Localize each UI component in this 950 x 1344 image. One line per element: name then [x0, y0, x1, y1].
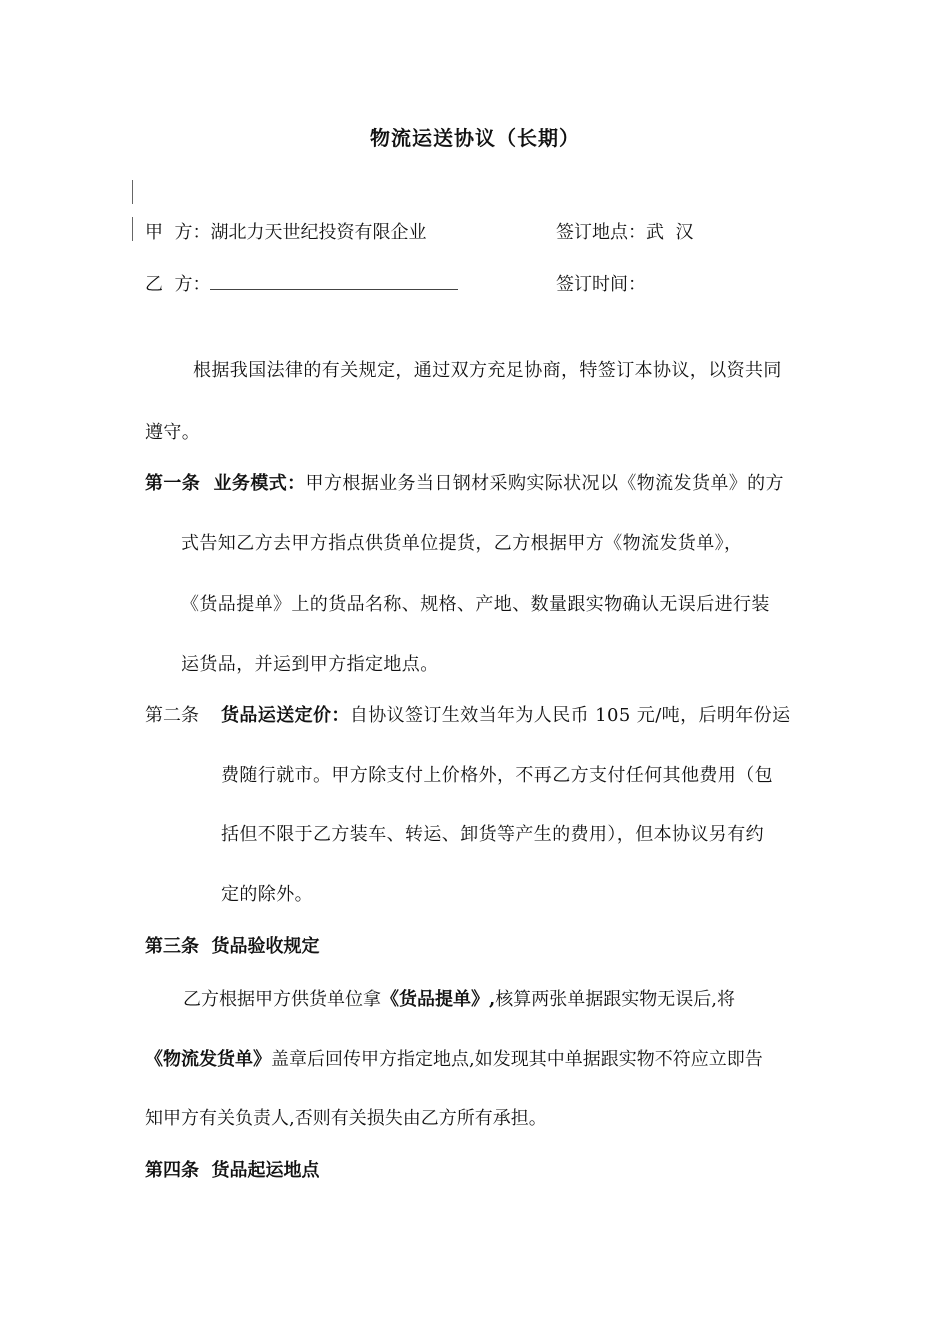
party-a-row [145, 218, 426, 244]
article-2-line-3: 括但不限于乙方装车、转运、卸货等产生的费用），但本协议另有约 [221, 824, 764, 845]
party-a-value: 湖北力天世纪投资有限企业 [210, 222, 427, 243]
preamble-line-2: 遵守。 [145, 422, 201, 443]
sign-place-label: 签订地点： [556, 222, 646, 243]
sign-time-row [556, 270, 646, 296]
party-b-row [145, 270, 458, 296]
article-2-heading: 货品运送定价： [221, 705, 350, 726]
article-2-line-1 [221, 701, 790, 727]
article-3-line-3: 知甲方有关负责人,否则有关损失由乙方所有承担。 [145, 1108, 547, 1129]
preamble-line-1: 根据我国法律的有关规定，通过双方充足协商，特签订本协议，以资共同 [193, 360, 782, 381]
article-1-line-3: 《货品提单》上的货品名称、规格、产地、数量跟实物确认无误后进行装 [181, 594, 770, 615]
article-1-line-4: 运货品，并运到甲方指定地点。 [181, 654, 439, 675]
sign-place-row [556, 218, 693, 244]
article-3-text-2a: 《物流发货单》 [145, 1049, 271, 1070]
sign-place-value: 武 汉 [646, 222, 694, 243]
article-2-number: 第二条 [145, 705, 199, 726]
article-3-text-1c: 核算两张单据跟实物无误后,将 [495, 989, 736, 1010]
article-1-text-1: 甲方根据业务当日钢材采购实际状况以《物流发货单》的方 [305, 473, 784, 494]
article-3-line-1 [183, 985, 735, 1011]
party-b-blank-field[interactable] [210, 277, 458, 290]
text-cursor-marker-2 [132, 217, 133, 241]
article-3-line-2 [145, 1045, 763, 1071]
article-2-line-2: 费随行就市。甲方除支付上价格外，不再乙方支付任何其他费用（包 [221, 765, 773, 786]
article-3-text-1b: 《货品提单》, [381, 989, 496, 1010]
article-3-text-1a: 乙方根据甲方供货单位拿 [183, 989, 381, 1010]
article-3-text-2b: 盖章后回传甲方指定地点,如发现其中单据跟实物不符应立即告 [271, 1049, 763, 1070]
text-cursor-marker [132, 180, 133, 204]
article-1-heading: 第一条 业务模式： [145, 473, 306, 494]
article-4-heading: 第四条 货品起运地点 [145, 1160, 320, 1181]
article-1-line-2: 式告知乙方去甲方指点供货单位提货，乙方根据甲方《物流发货单》， [181, 533, 743, 554]
party-b-label: 乙 方： [145, 274, 211, 295]
article-2-line-4: 定的除外。 [221, 884, 313, 905]
article-3-heading: 第三条 货品验收规定 [145, 936, 320, 957]
party-a-label: 甲 方： [145, 222, 211, 243]
article-1-line-1 [145, 469, 784, 495]
document-title: 物流运送协议（长期） [370, 126, 580, 150]
article-2-text-1: 自协议签订生效当年为人民币 105 元/吨，后明年份运 [349, 705, 791, 726]
sign-time-label: 签订时间： [556, 274, 646, 295]
